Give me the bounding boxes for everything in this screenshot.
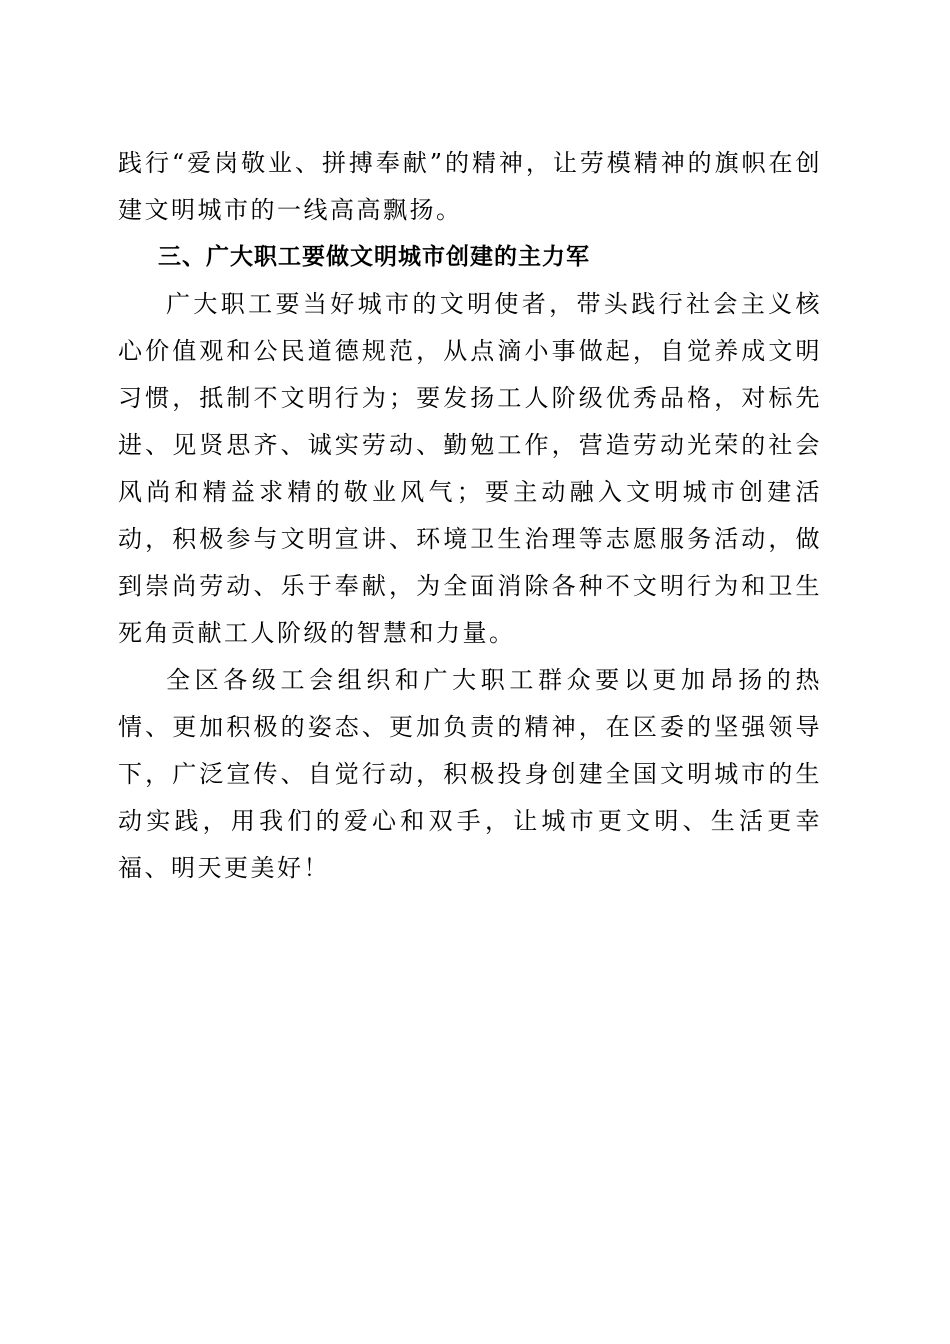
body-paragraph: 广大职工要当好城市的文明使者，带头践行社会主义核心价值观和公民道德规范，从点滴小事做起，自觉养成文明习惯，抵制不文明行为；要发扬工人阶级优秀品格，对标先进、见贤思齐、诚实劳动、勤勉工作，营造劳动光荣的社会风尚和精益求精的敬业风气；要主动融入文明城市创建活动，积极参与文明宣讲、环境卫生治理等志愿服务活动，做到崇尚劳动、乐于奉献，为全面消除各种不文明行为和卫生死角贡献工人阶级的智慧和力量。: [118, 290, 822, 647]
document-body: [118, 140, 822, 892]
section-heading: 三、广大职工要做文明城市创建的主力军: [158, 244, 590, 270]
continuation-paragraph: 践行“爱岗敬业、拼搏奉献”的精神，让劳模精神的旗帜在创建文明城市的一线高高飘扬。: [118, 149, 822, 224]
closing-paragraph: 全区各级工会组织和广大职工群众要以更加昂扬的热情、更加积极的姿态、更加负责的精神，在区委的坚强领导下，广泛宣传、自觉行动，积极投身创建全国文明城市的生动实践，用我们的爱心和双手，让城市更文明、生活更幸福、明天更美好！: [118, 666, 822, 882]
